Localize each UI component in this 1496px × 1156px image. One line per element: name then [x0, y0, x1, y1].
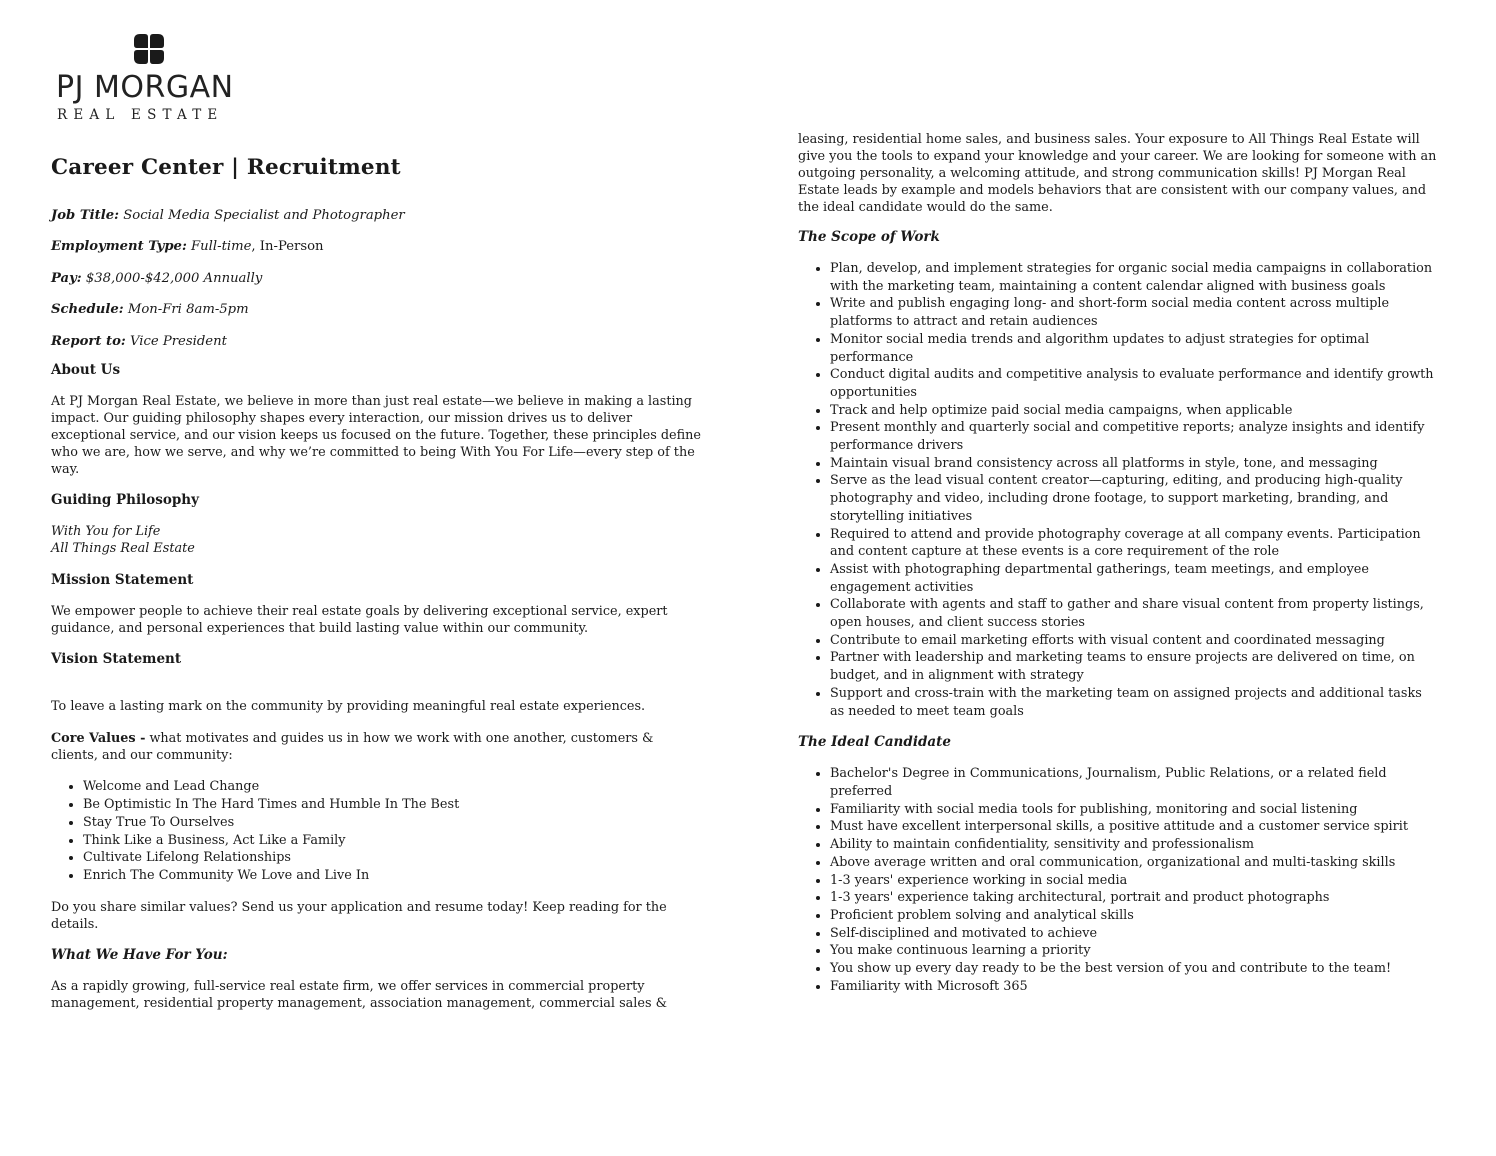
- company-logo: [51, 30, 251, 125]
- list-item: • 1-3 years' experience working in social media: [830, 872, 1440, 890]
- philosophy-heading: Guiding Philosophy: [51, 492, 199, 509]
- what-we-have-text-part2: leasing, residential home sales, and business sales. Your exposure to All Things Real Estate will give you the tools to expand your knowledge and your career. We are looking for someone with an outgoing personality, a welcoming attitude, and strong communication skills! PJ Morgan Real Estate leads by example and models behaviors that are consistent with our company values, and the ideal candidate would do the same.: [798, 132, 1437, 215]
- list-item: • Think Like a Business, Act Like a Family: [83, 832, 701, 850]
- page-title: Career Center | Recruitment: [51, 155, 401, 180]
- employment-type-label: Employment Type:: [51, 239, 187, 255]
- what-we-have-heading: What We Have For You:: [51, 947, 228, 964]
- pay-field: [51, 270, 701, 287]
- about-heading: About Us: [51, 361, 121, 378]
- schedule-value: Mon-Fri 8am-5pm: [127, 302, 249, 318]
- list-item: • Track and help optimize paid social media campaigns, when applicable: [830, 402, 1440, 420]
- list-item: • Stay True To Ourselves: [83, 814, 701, 832]
- pay-value: $38,000-$42,000 Annually: [85, 270, 263, 286]
- list-item: • Self-disciplined and motivated to achieve: [830, 925, 1440, 943]
- core-values-intro-text: what motivates and guides us in how we work with one another, customers & clients, and our community:: [51, 730, 654, 763]
- list-item: • You make continuous learning a priority: [830, 942, 1440, 960]
- job-title-value: Social Media Specialist and Photographer: [123, 207, 405, 223]
- job-title-field: [51, 207, 701, 224]
- report-to-label: Report to:: [51, 333, 126, 349]
- list-item: • Required to attend and provide photography coverage at all company events. Participation and content capture at these events is a core requirement of the role: [830, 526, 1440, 561]
- what-we-have-text-part1: As a rapidly growing, full-service real estate firm, we offer services in commercial property management, residential property management, association management, commercial sales &: [51, 979, 667, 1012]
- about-text: At PJ Morgan Real Estate, we believe in more than just real estate—we believe in making a lasting impact. Our guiding philosophy shapes every interaction, our mission drives us to deliver exceptional service, and our vision keeps us focused on the future. Together, these principles define who we are, how we serve, and why we’re committed to being With You For Life—every step of the way.: [51, 393, 701, 477]
- list-item: • Cultivate Lifelong Relationships: [83, 849, 701, 867]
- employment-type-field: [51, 238, 701, 255]
- philosophy-text: [51, 523, 701, 557]
- list-item: • Collaborate with agents and staff to gather and share visual content from property listings, open houses, and client success stories: [830, 596, 1440, 631]
- mission-heading: Mission Statement: [51, 571, 194, 588]
- philosophy-line-2: All Things Real Estate: [51, 541, 195, 557]
- list-item: • Above average written and oral communication, organizational and multi-tasking skills: [830, 854, 1440, 872]
- list-item: • Assist with photographing departmental gatherings, team meetings, and employee engagement activities: [830, 561, 1440, 596]
- vision-text: To leave a lasting mark on the community by providing meaningful real estate experiences.: [51, 699, 646, 715]
- list-item: • Support and cross-train with the marketing team on assigned projects and additional tasks as needed to meet team goals: [830, 685, 1440, 720]
- list-item: • Enrich The Community We Love and Live In: [83, 867, 701, 885]
- mission-text: We empower people to achieve their real estate goals by delivering exceptional service, expert guidance, and personal experiences that build lasting value within our community.: [51, 603, 668, 636]
- pay-label: Pay:: [51, 270, 82, 286]
- scope-heading: The Scope of Work: [798, 229, 940, 245]
- list-item: • Present monthly and quarterly social and competitive reports; analyze insights and identify performance drivers: [830, 419, 1440, 454]
- ideal-candidate-heading: The Ideal Candidate: [798, 734, 951, 751]
- list-item: • Contribute to email marketing efforts with visual content and coordinated messaging: [830, 632, 1440, 650]
- report-to-value: Vice President: [129, 333, 227, 349]
- list-item: • Familiarity with social media tools for publishing, monitoring and social listening: [830, 801, 1440, 819]
- logo-name: PJ MORGAN: [56, 70, 234, 105]
- list-item: • Serve as the lead visual content creator—capturing, editing, and producing high-quality photography and video, including drone footage, to support marketing, branding, and storytelling initiatives: [830, 472, 1440, 525]
- list-item: • Conduct digital audits and competitive analysis to evaluate performance and identify growth opportunities: [830, 366, 1440, 401]
- philosophy-line-1: With You for Life: [51, 524, 161, 540]
- left-column: [51, 154, 701, 1027]
- core-values-intro: [51, 730, 701, 764]
- list-item: • Must have excellent interpersonal skills, a positive attitude and a customer service spirit: [830, 818, 1440, 836]
- scope-list: [798, 260, 1440, 720]
- schedule-field: [51, 301, 701, 318]
- employment-type-extra: , In-Person: [251, 239, 324, 255]
- job-title-label: Job Title:: [51, 207, 120, 223]
- list-item: • Welcome and Lead Change: [83, 778, 701, 796]
- list-item: • Ability to maintain confidentiality, sensitivity and professionalism: [830, 836, 1440, 854]
- right-column: [798, 131, 1440, 1009]
- list-item: • You show up every day ready to be the best version of you and contribute to the team!: [830, 960, 1440, 978]
- spacer: [51, 682, 701, 698]
- report-to-field: [51, 333, 701, 350]
- schedule-label: Schedule:: [51, 302, 124, 318]
- ideal-candidate-list: [798, 765, 1440, 995]
- list-item: • Be Optimistic In The Hard Times and Humble In The Best: [83, 796, 701, 814]
- list-item: • 1-3 years' experience taking architectural, portrait and product photographs: [830, 889, 1440, 907]
- four-petal-logo-icon: [133, 33, 165, 65]
- list-item: • Write and publish engaging long- and short-form social media content across multiple platforms to attract and retain audiences: [830, 295, 1440, 330]
- list-item: • Bachelor's Degree in Communications, Journalism, Public Relations, or a related field preferred: [830, 765, 1440, 800]
- list-item: • Maintain visual brand consistency across all platforms in style, tone, and messaging: [830, 455, 1440, 473]
- vision-heading: Vision Statement: [51, 651, 182, 668]
- list-item: • Monitor social media trends and algorithm updates to adjust strategies for optimal performance: [830, 331, 1440, 366]
- core-values-list: [51, 778, 701, 884]
- list-item: • Partner with leadership and marketing teams to ensure projects are delivered on time, on budget, and in alignment with strategy: [830, 649, 1440, 684]
- list-item: • Familiarity with Microsoft 365: [830, 978, 1440, 996]
- list-item: • Proficient problem solving and analytical skills: [830, 907, 1440, 925]
- call-to-action: Do you share similar values? Send us your application and resume today! Keep reading for the details.: [51, 899, 667, 932]
- logo-subtitle: REAL ESTATE: [57, 107, 224, 123]
- employment-type-value: Full-time: [191, 239, 252, 255]
- core-values-heading: Core Values -: [51, 730, 146, 746]
- list-item: • Plan, develop, and implement strategies for organic social media campaigns in collaboration with the marketing team, maintaining a content calendar aligned with business goals: [830, 260, 1440, 295]
